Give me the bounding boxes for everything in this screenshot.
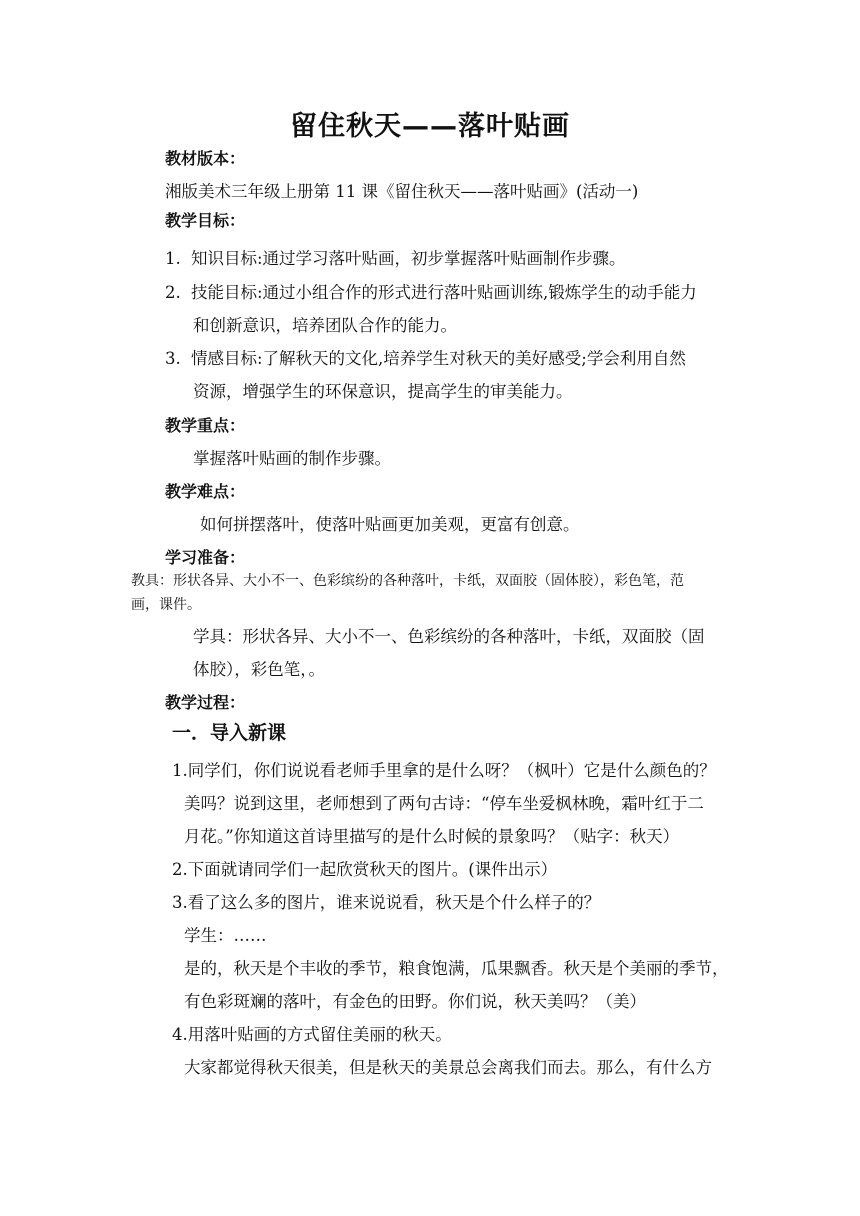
student-tools-line-2: 体胶），彩色笔，。 [193,660,325,679]
process-heading: 教学过程： [165,693,246,712]
process-line: 1.同学们，你们说说看老师手里拿的是什么呀？（枫叶）它是什么颜色的？ [172,761,716,780]
process-line: 月花。”你知道这首诗里描写的是什么时候的景象吗？（贴字：秋天） [184,827,680,846]
goal-item-1 [165,251,626,268]
process-line: 3.看了这么多的图片，谁来说说看，秋天是个什么样子的？ [172,893,601,912]
section-heading: 一．导入新课 [172,722,287,744]
difficulty-text: 如何拼摆落叶，使落叶贴画更加美观，更富有创意。 [200,515,580,534]
goal-item-2-cont: 和创新意识，培养团队合作的能力。 [193,316,457,335]
teacher-tools-line-1: 教具：形状各异、大小不一、色彩缤纷的各种落叶，卡纸，双面胶（固体胶），彩色笔，范 [131,573,684,589]
textbook-heading: 教材版本： [165,149,246,168]
goals-heading: 教学目标： [165,211,246,230]
preparation-heading: 学习准备： [165,548,246,567]
goal-text: 技能目标:通过小组合作的形式进行落叶贴画训练,锻炼学生的动手能力 [191,283,697,302]
goal-number: 3. [165,349,181,368]
textbook-line: 湘版美术三年级上册第 11 课《留住秋天——落叶贴画》(活动一) [165,182,639,201]
goal-item-3 [165,351,686,368]
process-line: 美吗？说到这里，老师想到了两句古诗：“停车坐爱枫林晚，霜叶红于二 [184,794,704,813]
process-line: 有色彩斑斓的落叶，有金色的田野。你们说，秋天美吗？（美） [184,992,646,1011]
process-line: 是的，秋天是个丰收的季节，粮食饱满，瓜果飘香。秋天是个美丽的季节， [184,959,729,978]
goal-text: 情感目标:了解秋天的文化,培养学生对秋天的美好感受;学会利用自然 [191,349,686,368]
key-point-heading: 教学重点： [165,416,246,435]
document-title: 留住秋天——落叶贴画 [290,111,570,142]
goal-number: 2. [165,283,181,302]
process-line: 学生：…… [184,926,267,945]
process-line: 2.下面就请同学们一起欣赏秋天的图片。(课件出示） [172,860,558,879]
process-line: 4.用落叶贴画的方式留住美丽的秋天。 [172,1025,452,1044]
goal-text: 知识目标:通过学习落叶贴画，初步掌握落叶贴画制作步骤。 [191,249,626,268]
goal-number: 1. [165,249,181,268]
teacher-tools-line-2: 画，课件。 [131,597,201,613]
difficulty-heading: 教学难点： [165,482,246,501]
process-line: 大家都觉得秋天很美，但是秋天的美景总会离我们而去。那么，有什么方 [184,1058,712,1077]
goal-item-2 [165,285,697,302]
student-tools-line-1: 学具：形状各异、大小不一、色彩缤纷的各种落叶，卡纸，双面胶（固 [193,627,705,646]
goal-item-3-cont: 资源，增强学生的环保意识，提高学生的审美能力。 [193,382,573,401]
key-point-text: 掌握落叶贴画的制作步骤。 [193,449,391,468]
